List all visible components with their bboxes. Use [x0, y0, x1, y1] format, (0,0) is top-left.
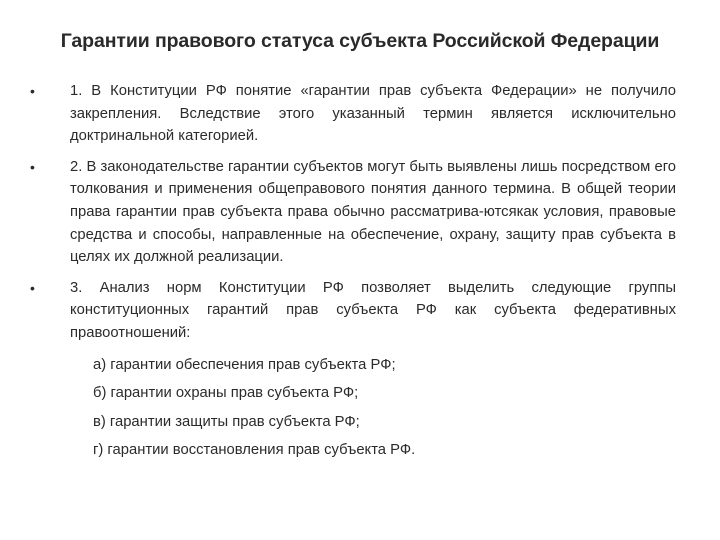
bullet-marker: •	[30, 83, 35, 99]
bullet-item	[30, 156, 676, 269]
guarantee-group-item: б) гарантии охраны прав субъекта РФ;	[93, 385, 359, 402]
guarantee-group-item: а) гарантии обеспечения прав субъекта РФ;	[93, 356, 396, 373]
bullet-item	[30, 80, 676, 148]
guarantee-group-list	[70, 351, 676, 465]
slide-title: Гарантии правового статуса субъекта Российской Федерации	[60, 30, 660, 52]
bullet-marker: •	[30, 158, 35, 175]
bullet-text: 2. В законодательстве гарантии субъектов могут быть выявлены лишь посредством его толкования и применения общеправового понятия данного термина. В общей теории права гарантии прав субъекта права обычно рассматрива-ютсякак условия, правовые средства и способы, направленные на обеспечение, охрану, защиту прав субъекта в целях их должной реализации.	[70, 158, 676, 266]
guarantee-group-item: г) гарантии восстановления прав субъекта РФ.	[93, 442, 416, 459]
bullet-list	[30, 80, 676, 465]
guarantee-group-item: в) гарантии защиты прав субъекта РФ;	[93, 413, 360, 430]
bullet-item	[30, 277, 676, 465]
bullet-text: 1. В Конституции РФ понятие «гарантии прав субъекта Федерации» не получило закрепления. Вследствие этого указанный термин является исключительно доктринальной категорией.	[70, 83, 676, 145]
bullet-marker: •	[30, 279, 35, 296]
bullet-text: 3. Анализ норм Конституции РФ позволяет выделить следующие группы конституционных гарантий прав субъекта РФ как субъекта федеративных правоотношений:	[70, 279, 676, 341]
